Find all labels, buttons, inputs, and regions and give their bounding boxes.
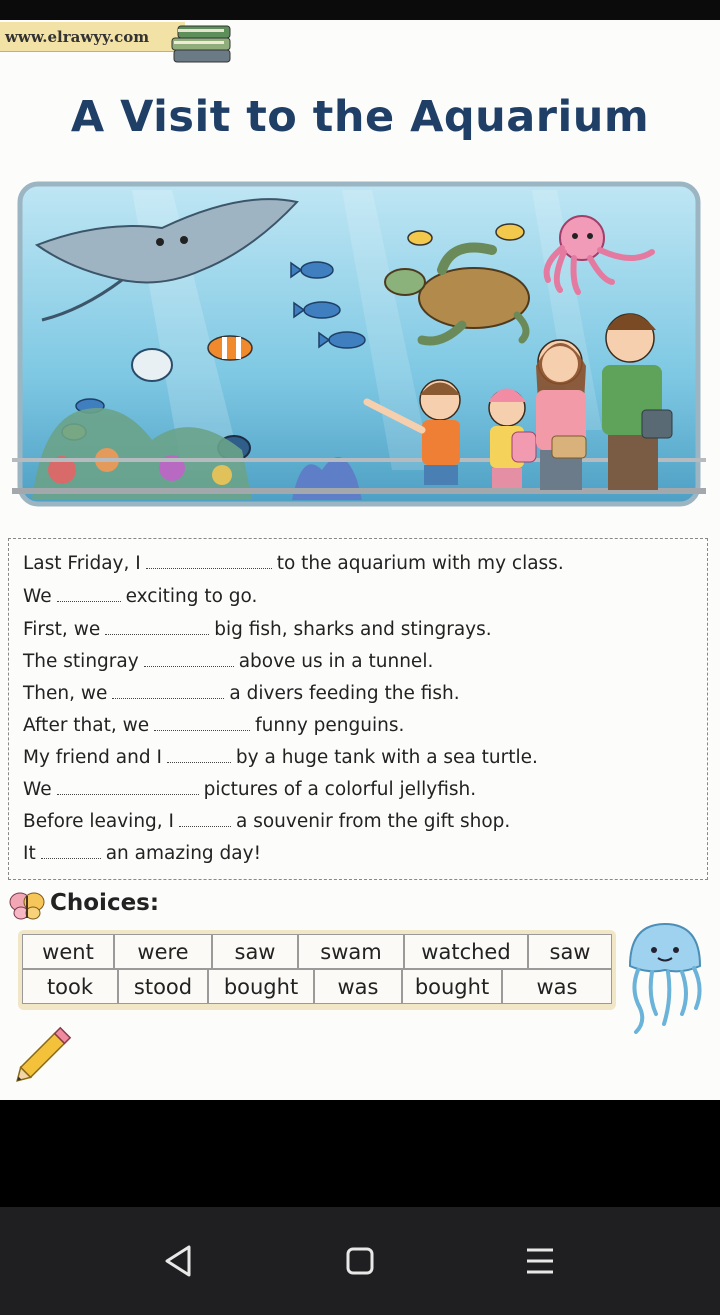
site-label[interactable]: www.elrawyy.com: [0, 22, 185, 52]
choice-cell[interactable]: went: [22, 934, 114, 969]
sentence-4: The stingray above us in a tunnel.: [23, 651, 434, 672]
back-icon[interactable]: [157, 1239, 201, 1283]
blank-6[interactable]: [154, 716, 250, 731]
choice-cell[interactable]: swam: [298, 934, 404, 969]
sentence-9: Before leaving, I a souvenir from the gift shop.: [23, 811, 511, 832]
choice-cell[interactable]: watched: [404, 934, 528, 969]
sentence-2: We exciting to go.: [23, 586, 258, 607]
choice-cell[interactable]: stood: [118, 969, 208, 1004]
navigation-bar: [0, 1207, 720, 1315]
worksheet-page: [0, 20, 720, 1100]
aquarium-illustration: [12, 170, 706, 520]
clownfish-icon: [208, 336, 252, 360]
blank-2[interactable]: [57, 587, 121, 602]
sentence-8: We pictures of a colorful jellyfish.: [23, 779, 477, 800]
pencil-icon: [4, 1014, 84, 1094]
choice-cell[interactable]: bought: [208, 969, 314, 1004]
sentence-5: Then, we a divers feeding the fish.: [23, 683, 460, 704]
choice-cell[interactable]: bought: [402, 969, 502, 1004]
blank-7[interactable]: [167, 748, 231, 763]
blank-10[interactable]: [41, 844, 101, 859]
sentence-6: After that, we funny penguins.: [23, 715, 405, 736]
choice-cell[interactable]: was: [314, 969, 402, 1004]
blank-5[interactable]: [112, 684, 224, 699]
status-bar: [0, 0, 720, 20]
jellyfish-icon: [620, 918, 710, 1038]
sentence-3: First, we big fish, sharks and stingrays.: [23, 619, 492, 640]
home-icon[interactable]: [338, 1239, 382, 1283]
choice-cell[interactable]: were: [114, 934, 212, 969]
butterfly-icon: [8, 890, 46, 922]
blank-8[interactable]: [57, 780, 199, 795]
books-icon: [170, 22, 236, 72]
fill-in-blanks-box: [8, 538, 708, 880]
menu-icon[interactable]: [518, 1239, 562, 1283]
choices-row-1: [22, 934, 612, 969]
blank-9[interactable]: [179, 812, 231, 827]
sentence-10: It an amazing day!: [23, 843, 261, 864]
blank-1[interactable]: [146, 554, 272, 569]
sentence-1: Last Friday, I to the aquarium with my class.: [23, 553, 564, 574]
choice-cell[interactable]: took: [22, 969, 118, 1004]
page-title: A Visit to the Aquarium: [70, 92, 650, 142]
blank-3[interactable]: [105, 620, 209, 635]
blank-4[interactable]: [144, 652, 234, 667]
choices-table: [18, 930, 616, 1010]
choices-title: Choices:: [50, 890, 160, 916]
choice-cell[interactable]: saw: [528, 934, 612, 969]
choice-cell[interactable]: was: [502, 969, 612, 1004]
sentence-7: My friend and I by a huge tank with a sea turtle.: [23, 747, 538, 768]
choice-cell[interactable]: saw: [212, 934, 298, 969]
choices-row-2: [22, 969, 612, 1004]
